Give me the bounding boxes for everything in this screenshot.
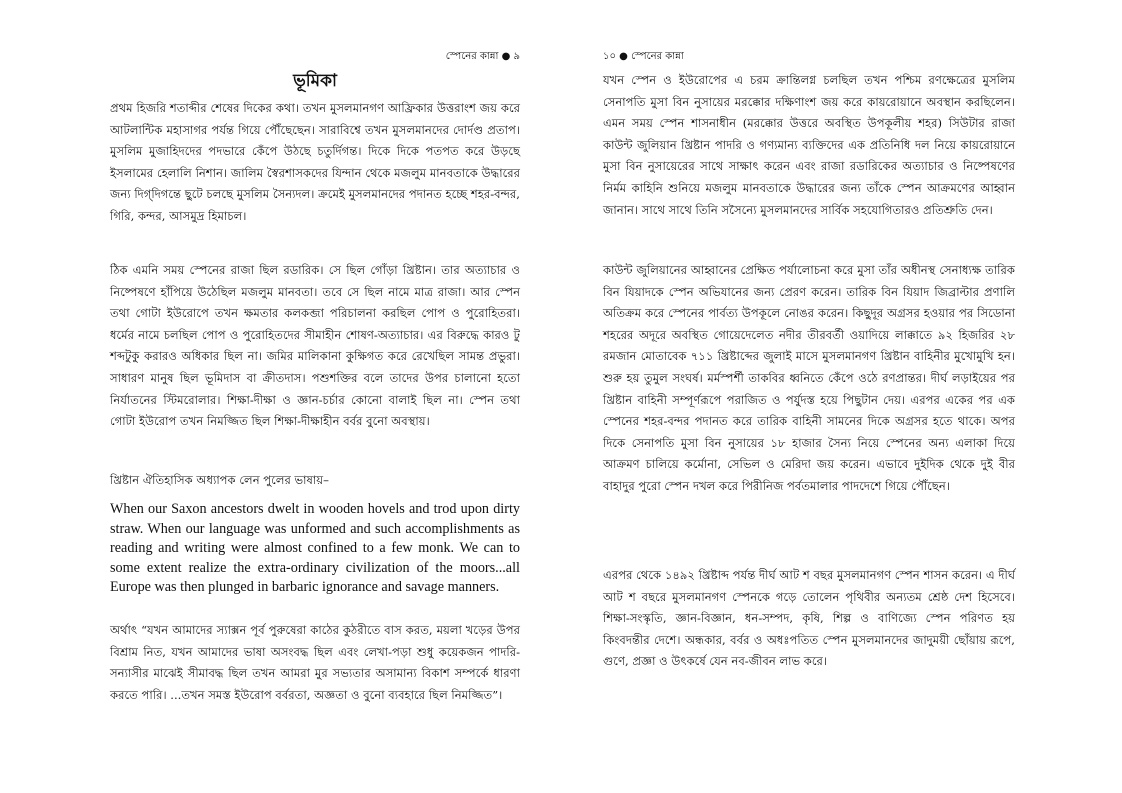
running-head: ১০ ● স্পেনের কান্না [603,51,684,62]
page-title: ভূমিকা [293,71,337,91]
paragraph: ঠিক এমনি সময় স্পেনের রাজা ছিল রডারিক। সে ছিল গোঁড়া খ্রিষ্টান। তার অত্যাচার ও নিষ্পেষণে হাঁপিয়ে উঠেছিল মজলুম মানবতা। তবে সে ছিল নামে মাত্র রাজা। আর স্পেন তথা গোটা ইউরোপে তখন ক্ষমতার কলকব্জা পরিচালনা করছিল পোপ ও পুরোহিতরা। ধর্মের নামে চলছিল পোপ ও পুরোহিতদের সীমাহীন শোষণ-অত্যাচার। এর বিরুদ্ধে কারও টু শব্দটুকু করারও অধিকার ছিল না। জমির মালিকানা কুক্ষিগত করে রেখেছিল সামন্ত প্রভুরা। সাধারণ মানুষ ছিল ভূমিদাস বা ক্রীতদাস। পশুশক্তির বলে তাদের উপর চালানো হতো নির্যাতনের স্টিমরোলার। শিক্ষা-দীক্ষা ও জ্ঞান-চর্চার কোনো বালাই ছিল না। স্পেন তথা গোটা ইউরোপ তখন নিমজ্জিত ছিল শিক্ষা-দীক্ষাহীন বর্বর বুনো অবস্থায়। [110,263,520,429]
left-page [110,0,520,793]
right-page [603,0,1015,793]
paragraph: যখন স্পেন ও ইউরোপের এ চরম ক্রান্তিলগ্ন চলছিল তখন পশ্চিম রণক্ষেত্রের মুসলিম সেনাপতি মুসা বিন নুসায়ের মরক্কোর দক্ষিণাংশ জয় করে কায়রোয়ানে অবস্থান করছিলেন। এমন সময় স্পেন শাসনাধীন (মরক্কোর উত্তরে অবস্থিত উপকূলীয় শহর) সিউটার রাজা কাউন্ট জুলিয়ান খ্রিষ্টান পাদরি ও গণ্যমান্য ব্যক্তিদের এক প্রতিনিধি দল নিয়ে কায়রোয়ানে মুসা বিন নুসায়েরের সাথে সাক্ষাৎ করেন এবং রাজা রডারিকের অত্যাচার ও নিষ্পেষণের নির্মম কাহিনি শুনিয়ে মজলুম মানবতাকে উদ্ধারের জন্য তাঁকে স্পেন আক্রমণের আহ্বান জানান। সাথে সাথে তিনি সসৈন্যে মুসলমানদের সার্বিক সহযোগিতারও প্রতিশ্রুতি দেন। [603,73,1015,217]
paragraph: প্রথম হিজরি শতাব্দীর শেষের দিকের কথা। তখন মুসলমানগণ আফ্রিকার উত্তরাংশ জয় করে আটলান্টিক মহাসাগর পর্যন্ত গিয়ে পৌঁছেছেন। সারাবিশ্বে তখন মুসলমানদের দোর্দণ্ড প্রতাপ। মুসলিম মুজাহিদদের পদভারে কেঁপে উঠছে চতুর্দিগন্ত। দিকে দিকে পতপত করে উড়ছে ইসলামের হেলালি নিশান। জালিম স্বৈরশাসকদের যিন্দান থেকে মজলুম মানবতাকে উদ্ধারের জন্য দিগ্‌দিগন্তে ছুটে চলছে মুসলিম সৈন্যদল। ক্রমেই মুসলমানদের পদানত হচ্ছে শহর-বন্দর, গিরি, কন্দর, আসমুদ্র হিমাচল। [110,101,520,223]
english-quote: When our Saxon ancestors dwelt in wooden hovels and trod upon dirty straw. When our language was unformed and such accomplishments as reading and writing were almost confined to a few monk. We can to some extent realize the extra-ordinary civilization of the moors...all Europe was then plunged in barbaric ignorance and savage manners. [110,501,520,596]
quote-intro: খ্রিষ্টান ঐতিহাসিক অধ্যাপক লেন পুলের ভাষায়– [110,473,329,487]
paragraph: এরপর থেকে ১৪৯২ খ্রিষ্টাব্দ পর্যন্ত দীর্ঘ আট শ বছর মুসলমানগণ স্পেন শাসন করেন। এ দীর্ঘ আট শ বছরে মুসলমানগণ স্পেনকে গড়ে তোলেন পৃথিবীর অন্যতম শ্রেষ্ঠ দেশ হিসেবে। শিক্ষা-সংস্কৃতি, জ্ঞান-বিজ্ঞান, ধন-সম্পদ, কৃষি, শিল্প ও বাণিজ্যে স্পেন পরিণত হয় কিংবদন্তীর দেশে। অন্ধকার, বর্বর ও অধঃপতিত স্পেন মুসলমানদের জাদুময়ী ছোঁয়ায় রূপে, গুণে, প্রজ্ঞা ও উৎকর্ষে যেন নব-জীবন লাভ করে। [603,568,1015,669]
translation-paragraph: অর্থাৎ “যখন আমাদের স্যাক্সন পূর্ব পুরুষেরা কাঠের কুঠরীতে বাস করত, ময়লা খড়ের উপর বিশ্রাম নিত, যখন আমাদের ভাষা অসংবদ্ধ ছিল এবং লেখা-পড়া শুধু কয়েকজন পাদরি-সন্যাসীর মাঝেই সীমাবদ্ধ ছিল তখন আমরা মুর সভ্যতার অসামান্য বিকাশ সম্পর্কে ধারণা করতে পারি। ...তখন সমস্ত ইউরোপ বর্বরতা, অজ্ঞতা ও বুনো ব্যবহারে ছিল নিমজ্জিত”। [110,623,520,702]
paragraph: কাউন্ট জুলিয়ানের আহ্বানের প্রেক্ষিত পর্যালোচনা করে মুসা তাঁর অধীনস্থ সেনাধ্যক্ষ তারিক বিন যিয়াদকে স্পেন অভিযানের জন্য প্রেরণ করেন। তারিক বিন যিয়াদ জিব্রাল্টার প্রণালি অতিক্রম করে স্পেনের পার্বত্য উপকূলে নোঙর করেন। কিছুদূর অগ্রসর হওয়ার পর সিডোনা শহরের অদূরে অবস্থিত গোয়েদেলেত নদীর তীরবর্তী ওয়াদিয়ে লাক্কাতে ৯২ হিজরির ২৮ রমজান মোতাবেক ৭১১ খ্রিষ্টাব্দের জুলাই মাসে মুসলমানগণ খ্রিষ্টান বাহিনীর মুখোমুখি হন। শুরু হয় তুমুল সংঘর্ষ। মর্মস্পর্শী তাকবির ধ্বনিতে কেঁপে ওঠে রণপ্রান্তর। দীর্ঘ লড়াইয়ের পর খ্রিষ্টান বাহিনী সম্পূর্ণরূপে পরাজিত ও পর্যুদস্ত হয়ে পিছুটান দেয়। এরপর একের পর এক স্পেনের শহর-বন্দর পদানত করে তারিক বাহিনী সামনের দিকে অগ্রসর হতে থাকে। অপর দিকে সেনাপতি মুসা বিন নুসায়ের ১৮ হাজার সৈন্য নিয়ে স্পেনের অন্য এলাকা দিয়ে আক্রমণ চালিয়ে কর্মোনা, সেভিল ও মেরিদা জয় করেন। এভাবে দুইদিক থেকে দুই বীর বাহাদুর পুরো স্পেন দখল করে পিরীনিজ পর্বতমালার পাদদেশে গিয়ে পৌঁছেন। [603,263,1015,493]
running-head: স্পেনের কান্না ● ৯ [445,51,520,62]
